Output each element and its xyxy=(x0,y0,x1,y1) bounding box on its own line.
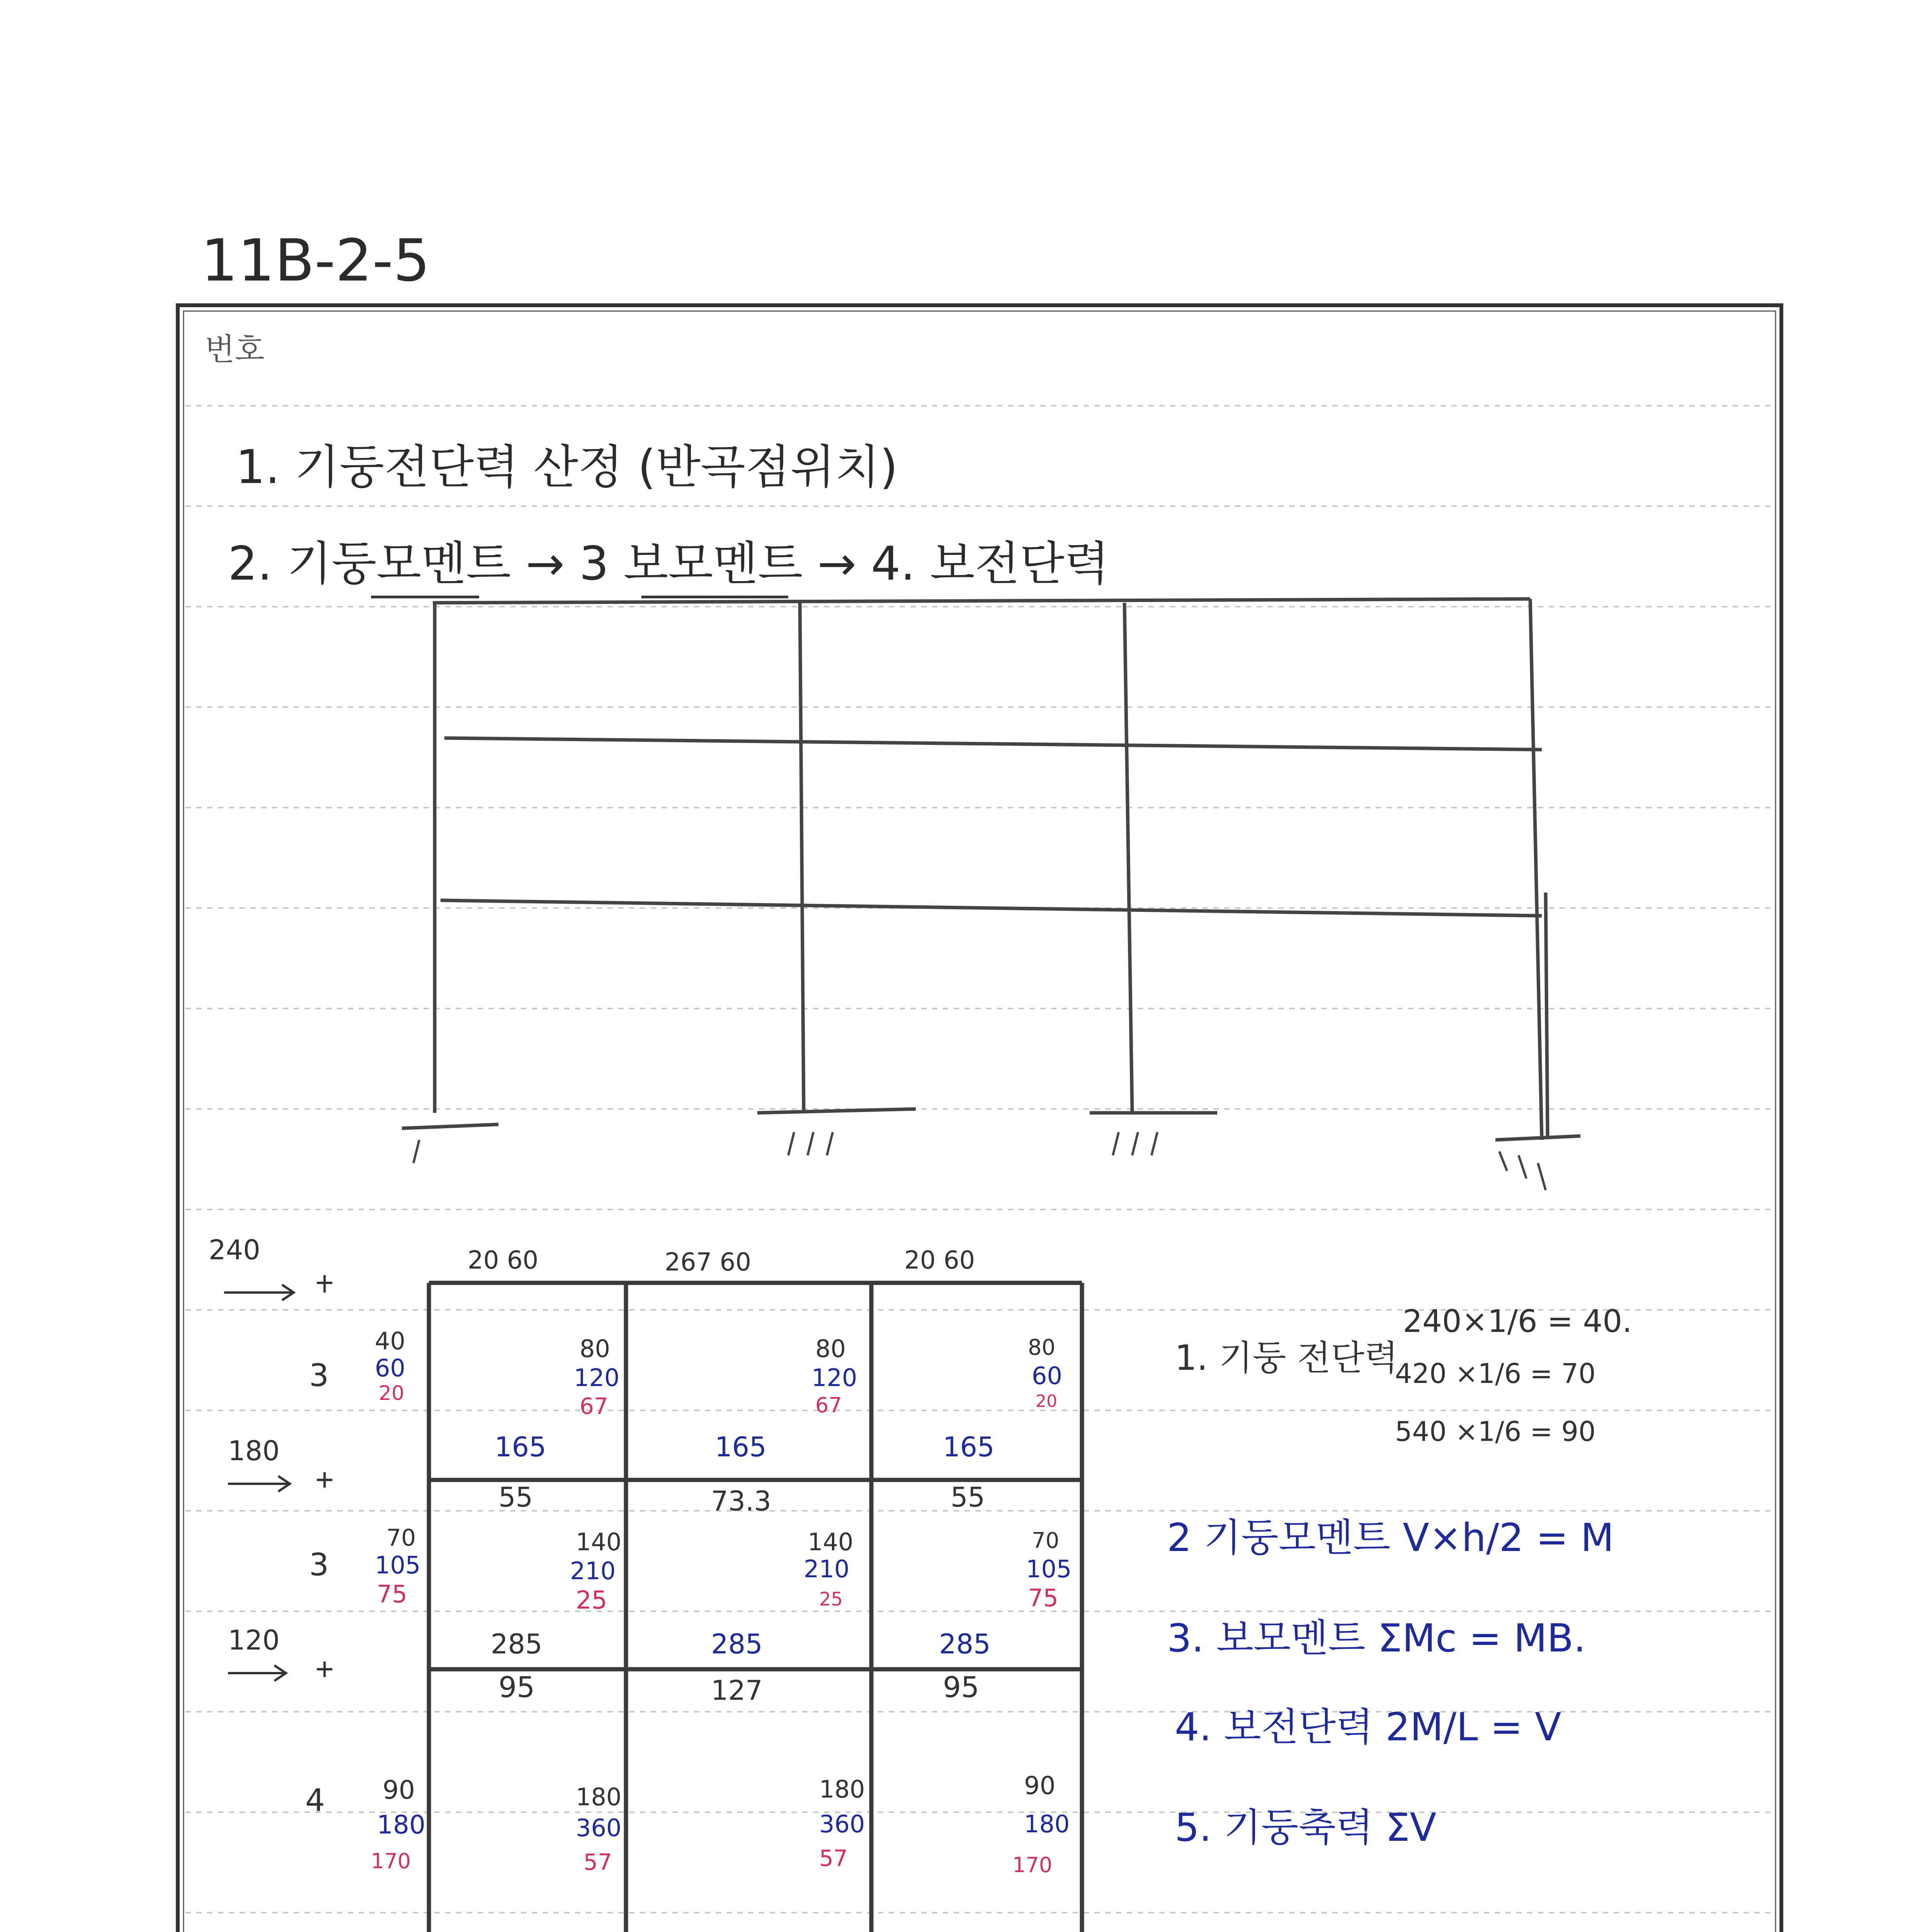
note-1: 1. 기둥 전단력 xyxy=(1175,1338,1398,1378)
note-1-eq3: 540 ×1/6 = 90 xyxy=(1395,1416,1596,1447)
s2-c3-shear: 140 xyxy=(808,1528,854,1556)
s3-c1-moment: 60 xyxy=(375,1354,405,1382)
note-1-eq1: 240×1/6 = 40. xyxy=(1403,1303,1632,1339)
b2-2-shear: 127 xyxy=(711,1675,763,1706)
s2-c4-axial: 75 xyxy=(1028,1584,1058,1612)
s2-c3-moment: 210 xyxy=(804,1555,850,1583)
b2-1-moment: 285 xyxy=(491,1628,543,1660)
s3-c2-shear: 80 xyxy=(580,1335,610,1363)
s1-c4-shear: 90 xyxy=(1024,1772,1056,1800)
s2-c2-shear: 140 xyxy=(576,1528,622,1556)
s3-c4-axial: 20 xyxy=(1036,1391,1057,1411)
b3-1-shear: 55 xyxy=(498,1481,533,1513)
note-2: 2 기둥모멘트 V×h/2 = M xyxy=(1167,1515,1614,1560)
b3-2-shear: 73.3 xyxy=(711,1485,771,1517)
s1-c1-axial: 170 xyxy=(371,1849,411,1873)
top-beam-3: 20 60 xyxy=(904,1246,975,1275)
s3-c1-axial: 20 xyxy=(379,1382,405,1405)
top-beam-2: 267 60 xyxy=(665,1248,751,1277)
frame-sketch-1 xyxy=(402,599,1580,1140)
s1-c3-moment: 360 xyxy=(819,1810,865,1838)
s3-c4-moment: 60 xyxy=(1032,1362,1062,1390)
note-4: 4. 보전단력 2M/L = V xyxy=(1175,1704,1561,1750)
s1-c2-moment: 360 xyxy=(576,1814,622,1842)
load-mid: 180 xyxy=(228,1435,280,1467)
s1-c3-shear: 180 xyxy=(819,1775,865,1803)
b2-1-shear: 95 xyxy=(498,1671,535,1704)
load-low: 120 xyxy=(228,1624,280,1656)
s3-c4-shear: 80 xyxy=(1028,1335,1056,1360)
s2-c1-moment: 105 xyxy=(375,1551,421,1579)
s3-c2-moment: 120 xyxy=(574,1364,620,1392)
s3-c3-moment: 120 xyxy=(811,1364,857,1392)
frame-analysis-2 xyxy=(429,1283,1082,1932)
s2-c2-axial: 25 xyxy=(576,1586,607,1615)
s2-c1-axial: 75 xyxy=(377,1580,407,1608)
s3-c2-axial: 67 xyxy=(580,1393,608,1419)
s1-c4-axial: 170 xyxy=(1012,1853,1053,1877)
s2-c1-shear: 70 xyxy=(386,1524,416,1551)
storey-height-1: 4 xyxy=(305,1782,325,1818)
top-beam-1: 20 60 xyxy=(468,1246,539,1275)
b2-2-moment: 285 xyxy=(711,1628,763,1660)
step-2: 2. 기둥모멘트 → 3 보모멘트 → 4. 보전단력 xyxy=(228,537,1109,591)
ruled-lines xyxy=(185,406,1774,1932)
note-5: 5. 기둥축력 ΣV xyxy=(1175,1805,1436,1850)
support-hatches-1 xyxy=(413,1132,1546,1190)
load-arrows xyxy=(224,1275,1117,1932)
s1-c2-shear: 180 xyxy=(576,1783,622,1811)
b3-1-moment: 165 xyxy=(495,1431,546,1463)
s3-c3-shear: 80 xyxy=(815,1335,846,1363)
page-code: 11B-2-5 xyxy=(201,227,430,294)
note-3: 3. 보모멘트 ΣMc = MB. xyxy=(1167,1616,1586,1661)
s2-c2-moment: 210 xyxy=(570,1557,616,1585)
s1-c1-moment: 180 xyxy=(377,1810,425,1840)
b3-2-moment: 165 xyxy=(715,1431,767,1463)
s1-c2-axial: 57 xyxy=(583,1849,612,1875)
storey-height-3: 3 xyxy=(309,1357,329,1393)
number-label: 번호 xyxy=(205,332,265,367)
b2-3-moment: 285 xyxy=(939,1628,991,1660)
storey-height-2: 3 xyxy=(309,1547,329,1583)
b3-3-moment: 165 xyxy=(943,1431,995,1463)
step-1: 1. 기둥전단력 산정 (반곡점위치) xyxy=(236,440,898,494)
s1-c3-axial: 57 xyxy=(819,1845,848,1871)
s2-c4-moment: 105 xyxy=(1026,1555,1072,1583)
note-1-eq2: 420 ×1/6 = 70 xyxy=(1395,1358,1596,1389)
s1-c4-moment: 180 xyxy=(1024,1810,1070,1838)
s2-c4-shear: 70 xyxy=(1032,1528,1060,1553)
load-top: 240 xyxy=(209,1234,260,1266)
b2-3-shear: 95 xyxy=(943,1671,980,1704)
s3-c3-axial: 67 xyxy=(815,1393,842,1417)
b3-3-shear: 55 xyxy=(951,1481,985,1513)
s2-c3-axial: 25 xyxy=(819,1588,843,1610)
s1-c1-shear: 90 xyxy=(383,1775,415,1805)
s3-c1-shear: 40 xyxy=(375,1327,405,1355)
